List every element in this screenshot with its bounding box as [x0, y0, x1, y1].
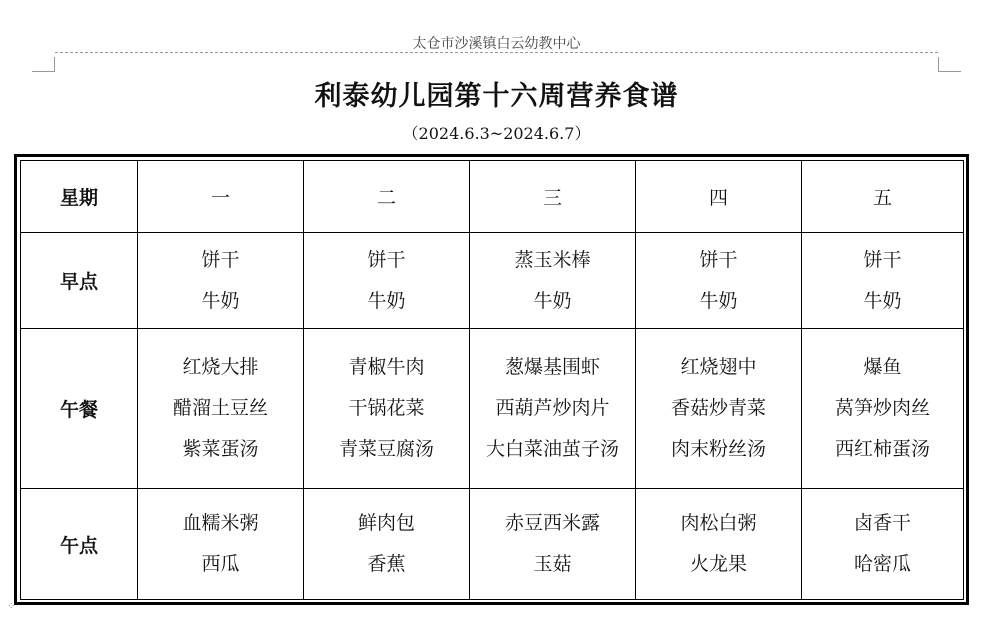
- menu-cell: [304, 233, 470, 329]
- menu-cell: [636, 329, 802, 489]
- dish-item: 卤香干: [853, 512, 911, 534]
- day-header-thu: 四: [636, 161, 802, 233]
- day-header-wed: 三: [470, 161, 636, 233]
- menu-cell: [802, 329, 964, 489]
- dish-item: 葱爆基围虾: [504, 356, 600, 378]
- dish-item: 牛奶: [533, 289, 572, 312]
- menu-cell: [304, 489, 470, 600]
- corner-label: 星期: [21, 161, 138, 233]
- dish-item: 青菜豆腐汤: [338, 438, 434, 460]
- menu-table: [20, 160, 964, 600]
- day-header-tue: 二: [304, 161, 470, 233]
- dish-item: 香菇炒青菜: [670, 397, 766, 419]
- dish-item: 鲜肉包: [357, 512, 415, 534]
- dish-item: 蒸玉米棒: [514, 248, 591, 271]
- dish-item: 西瓜: [201, 553, 240, 575]
- dish-item: 玉菇: [533, 553, 572, 575]
- dish-item: 赤豆西米露: [504, 512, 600, 534]
- dish-item: 西葫芦炒肉片: [495, 397, 610, 419]
- dish-item: 青椒牛肉: [348, 356, 425, 378]
- dish-item: 干锅花菜: [348, 397, 425, 419]
- day-header-fri: 五: [802, 161, 964, 233]
- menu-cell: [470, 489, 636, 600]
- menu-table-frame: [14, 154, 969, 605]
- menu-cell: [470, 233, 636, 329]
- dish-item: 紫菜蛋汤: [182, 438, 259, 460]
- table-row-breakfast: [21, 233, 964, 329]
- dish-item: 西红柿蛋汤: [834, 438, 930, 460]
- table-move-handle-icon[interactable]: ⁘: [7, 601, 16, 612]
- dish-item: 血糯米粥: [182, 512, 259, 534]
- menu-cell: [470, 329, 636, 489]
- dish-item: 醋溜土豆丝: [172, 397, 268, 419]
- menu-cell: [802, 233, 964, 329]
- header-divider: [55, 52, 938, 53]
- header-organization: 太仓市沙溪镇白云幼教中心: [412, 36, 581, 52]
- dish-item: 饼干: [863, 248, 902, 271]
- table-row-lunch: [21, 329, 964, 489]
- dish-item: 莴笋炒肉丝: [834, 397, 930, 419]
- dish-item: 牛奶: [367, 289, 406, 312]
- menu-cell: [304, 329, 470, 489]
- menu-cell: [802, 489, 964, 600]
- table-header-row: [21, 161, 964, 233]
- menu-cell: [636, 233, 802, 329]
- menu-cell: [138, 233, 304, 329]
- dish-item: 红烧翅中: [680, 356, 757, 378]
- dish-item: 肉末粉丝汤: [670, 438, 766, 460]
- date-range: （2024.6.3~2024.6.7）: [402, 124, 591, 143]
- menu-cell: [138, 329, 304, 489]
- menu-cell: [636, 489, 802, 600]
- dish-item: 牛奶: [201, 289, 240, 312]
- dish-item: 爆鱼: [863, 356, 902, 378]
- menu-cell: [138, 489, 304, 600]
- day-header-mon: 一: [138, 161, 304, 233]
- crop-mark-top-right: [938, 57, 961, 72]
- meal-label: 早点: [21, 233, 138, 329]
- dish-item: 饼干: [699, 248, 738, 271]
- dish-item: 火龙果: [689, 553, 747, 575]
- dish-item: 饼干: [367, 248, 406, 271]
- crop-mark-top-left: [32, 57, 55, 72]
- dish-item: 肉松白粥: [680, 512, 757, 534]
- document-title: 利泰幼儿园第十六周营养食谱: [314, 81, 679, 112]
- meal-label: 午点: [21, 489, 138, 600]
- dish-item: 饼干: [201, 248, 240, 271]
- dish-item: 红烧大排: [182, 356, 259, 378]
- meal-label: 午餐: [21, 329, 138, 489]
- dish-item: 大白菜油茧子汤: [485, 438, 619, 460]
- dish-item: 哈密瓜: [853, 553, 911, 575]
- dish-item: 香蕉: [367, 553, 406, 575]
- table-row-afternoon-snack: [21, 489, 964, 600]
- dish-item: 牛奶: [699, 289, 738, 312]
- dish-item: 牛奶: [863, 289, 902, 312]
